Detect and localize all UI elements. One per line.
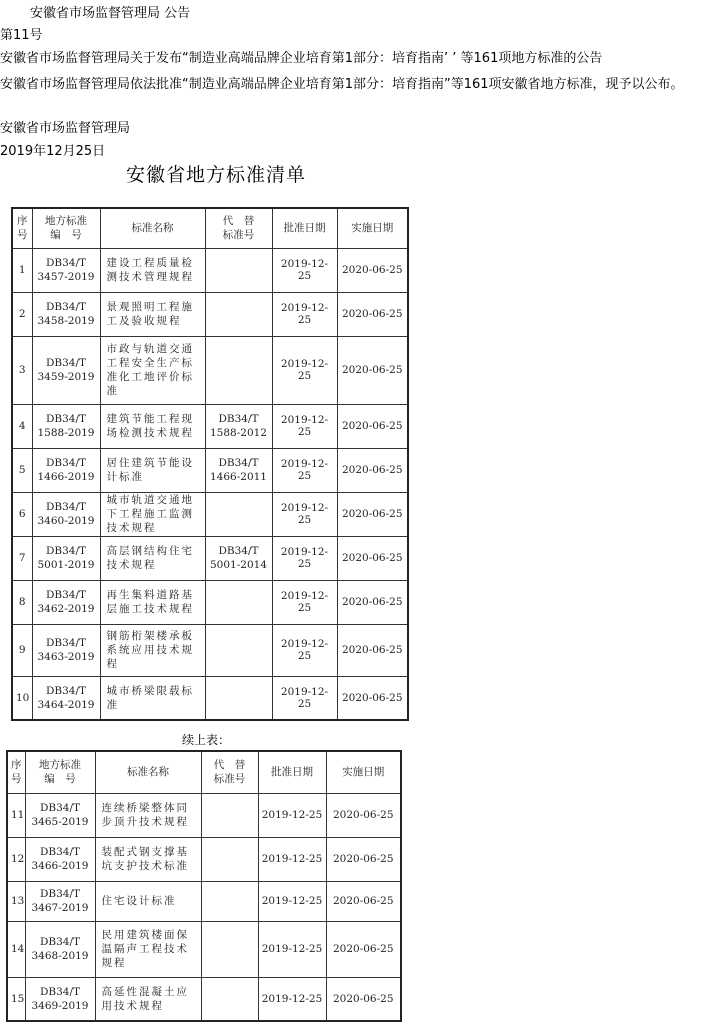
replace-cell bbox=[201, 921, 258, 977]
name-cell: 建设工程质量检 测技术管理规程 bbox=[100, 248, 205, 292]
seq-cell: 3 bbox=[12, 336, 32, 404]
seq-cell: 13 bbox=[7, 881, 25, 921]
replace-cell bbox=[205, 336, 272, 404]
table-header-row bbox=[12, 208, 408, 248]
code-cell: DB34/T 1466-2019 bbox=[32, 448, 100, 492]
approve-date-cell: 2019-12-25 bbox=[272, 292, 337, 336]
code-cell: DB34/T 3467-2019 bbox=[25, 881, 95, 921]
table-row bbox=[12, 624, 408, 676]
code-cell: DB34/T 3462-2019 bbox=[32, 580, 100, 624]
name-cell: 连续桥梁整体同 步顶升技术规程 bbox=[95, 793, 201, 837]
seq-cell: 12 bbox=[7, 837, 25, 881]
table-row bbox=[7, 977, 401, 1021]
table-row bbox=[12, 292, 408, 336]
col-approve-date: 批准日期 bbox=[258, 751, 326, 793]
notice-date: 2019年12月25日 bbox=[0, 144, 106, 159]
seq-cell: 2 bbox=[12, 292, 32, 336]
col-code: 地方标准 编 号 bbox=[32, 208, 100, 248]
effective-date-cell: 2020-06-25 bbox=[337, 536, 408, 580]
col-approve-date: 批准日期 bbox=[272, 208, 337, 248]
approve-date-cell: 2019-12-25 bbox=[258, 921, 326, 977]
table-row bbox=[12, 676, 408, 720]
table-header-row bbox=[7, 751, 401, 793]
effective-date-cell: 2020-06-25 bbox=[337, 676, 408, 720]
effective-date-cell: 2020-06-25 bbox=[326, 921, 401, 977]
seq-cell: 4 bbox=[12, 404, 32, 448]
notice-body: 安徽省市场监督管理局依法批准“制造业高端品牌企业培育第1部分：培育指南”等161项安徽省地方标准，现予以公布。 bbox=[0, 77, 684, 92]
name-cell: 居住建筑节能设 计标准 bbox=[100, 448, 205, 492]
replace-cell bbox=[201, 837, 258, 881]
approve-date-cell: 2019-12-25 bbox=[272, 492, 337, 536]
name-cell: 建筑节能工程现 场检测技术规程 bbox=[100, 404, 205, 448]
signature: 安徽省市场监督管理局 bbox=[0, 121, 131, 136]
approve-date-cell: 2019-12-25 bbox=[258, 881, 326, 921]
code-cell: DB34/T 3464-2019 bbox=[32, 676, 100, 720]
seq-cell: 9 bbox=[12, 624, 32, 676]
list-title: 安徽省地方标准清单 bbox=[126, 164, 307, 186]
table-row bbox=[12, 336, 408, 404]
replace-cell bbox=[205, 580, 272, 624]
seq-cell: 6 bbox=[12, 492, 32, 536]
effective-date-cell: 2020-06-25 bbox=[326, 793, 401, 837]
agency-title: 安徽省市场监督管理局 公告 bbox=[30, 6, 191, 21]
col-seq: 序 号 bbox=[12, 208, 32, 248]
col-name: 标准名称 bbox=[100, 208, 205, 248]
effective-date-cell: 2020-06-25 bbox=[337, 580, 408, 624]
replace-cell: DB34/T 1466-2011 bbox=[205, 448, 272, 492]
effective-date-cell: 2020-06-25 bbox=[337, 448, 408, 492]
table-row bbox=[12, 404, 408, 448]
replace-cell bbox=[205, 676, 272, 720]
name-cell: 再生集料道路基 层施工技术规程 bbox=[100, 580, 205, 624]
code-cell: DB34/T 3457-2019 bbox=[32, 248, 100, 292]
replace-cell: DB34/T 5001-2014 bbox=[205, 536, 272, 580]
notice-number: 第11号 bbox=[0, 28, 43, 43]
table-row bbox=[12, 248, 408, 292]
seq-cell: 10 bbox=[12, 676, 32, 720]
seq-cell: 7 bbox=[12, 536, 32, 580]
name-cell: 城市轨道交通地 下工程施工监测 技术规程 bbox=[100, 492, 205, 536]
approve-date-cell: 2019-12-25 bbox=[258, 837, 326, 881]
standards-table-continued bbox=[6, 750, 402, 1022]
standards-table bbox=[11, 207, 409, 721]
replace-cell bbox=[201, 881, 258, 921]
effective-date-cell: 2020-06-25 bbox=[337, 492, 408, 536]
approve-date-cell: 2019-12-25 bbox=[272, 248, 337, 292]
col-replace: 代 替 标准号 bbox=[205, 208, 272, 248]
effective-date-cell: 2020-06-25 bbox=[337, 336, 408, 404]
col-replace: 代 替 标准号 bbox=[201, 751, 258, 793]
seq-cell: 15 bbox=[7, 977, 25, 1021]
name-cell: 民用建筑楼面保 温隔声工程技术 规程 bbox=[95, 921, 201, 977]
notice-subject: 安徽省市场监督管理局关于发布“制造业高端品牌企业培育第1部分：培育指南’ ’ 等161项地方标准的公告 bbox=[0, 51, 603, 66]
approve-date-cell: 2019-12-25 bbox=[272, 404, 337, 448]
col-seq: 序 号 bbox=[7, 751, 25, 793]
seq-cell: 1 bbox=[12, 248, 32, 292]
code-cell: DB34/T 1588-2019 bbox=[32, 404, 100, 448]
table-row bbox=[12, 536, 408, 580]
approve-date-cell: 2019-12-25 bbox=[272, 448, 337, 492]
name-cell: 高延性混凝土应 用技术规程 bbox=[95, 977, 201, 1021]
continued-label: 续上表： bbox=[182, 733, 231, 747]
col-name: 标准名称 bbox=[95, 751, 201, 793]
effective-date-cell: 2020-06-25 bbox=[326, 881, 401, 921]
seq-cell: 5 bbox=[12, 448, 32, 492]
replace-cell bbox=[205, 492, 272, 536]
name-cell: 钢筋桁架楼承板 系统应用技术规 程 bbox=[100, 624, 205, 676]
approve-date-cell: 2019-12-25 bbox=[272, 676, 337, 720]
name-cell: 城市桥梁限载标准 bbox=[100, 676, 205, 720]
seq-cell: 8 bbox=[12, 580, 32, 624]
approve-date-cell: 2019-12-25 bbox=[272, 624, 337, 676]
col-code: 地方标准 编 号 bbox=[25, 751, 95, 793]
replace-cell bbox=[205, 624, 272, 676]
code-cell: DB34/T 3458-2019 bbox=[32, 292, 100, 336]
replace-cell bbox=[201, 793, 258, 837]
code-cell: DB34/T 3468-2019 bbox=[25, 921, 95, 977]
name-cell: 装配式钢支撑基 坑支护技术标准 bbox=[95, 837, 201, 881]
replace-cell bbox=[205, 292, 272, 336]
col-effective-date: 实施日期 bbox=[337, 208, 408, 248]
table-row bbox=[7, 837, 401, 881]
effective-date-cell: 2020-06-25 bbox=[337, 292, 408, 336]
table-row bbox=[7, 921, 401, 977]
seq-cell: 11 bbox=[7, 793, 25, 837]
effective-date-cell: 2020-06-25 bbox=[337, 624, 408, 676]
code-cell: DB34/T 3469-2019 bbox=[25, 977, 95, 1021]
approve-date-cell: 2019-12-25 bbox=[272, 536, 337, 580]
approve-date-cell: 2019-12-25 bbox=[258, 977, 326, 1021]
code-cell: DB34/T 3463-2019 bbox=[32, 624, 100, 676]
code-cell: DB34/T 3466-2019 bbox=[25, 837, 95, 881]
table-row bbox=[7, 793, 401, 837]
seq-cell: 14 bbox=[7, 921, 25, 977]
code-cell: DB34/T 5001-2019 bbox=[32, 536, 100, 580]
name-cell: 高层钢结构住宅 技术规程 bbox=[100, 536, 205, 580]
code-cell: DB34/T 3460-2019 bbox=[32, 492, 100, 536]
effective-date-cell: 2020-06-25 bbox=[337, 248, 408, 292]
approve-date-cell: 2019-12-25 bbox=[258, 793, 326, 837]
replace-cell: DB34/T 1588-2012 bbox=[205, 404, 272, 448]
effective-date-cell: 2020-06-25 bbox=[326, 837, 401, 881]
table-row bbox=[12, 448, 408, 492]
code-cell: DB34/T 3465-2019 bbox=[25, 793, 95, 837]
replace-cell bbox=[205, 248, 272, 292]
name-cell: 市政与轨道交通 工程安全生产标 准化工地评价标 准 bbox=[100, 336, 205, 404]
effective-date-cell: 2020-06-25 bbox=[337, 404, 408, 448]
col-effective-date: 实施日期 bbox=[326, 751, 401, 793]
table-row bbox=[12, 492, 408, 536]
table-row bbox=[7, 881, 401, 921]
code-cell: DB34/T 3459-2019 bbox=[32, 336, 100, 404]
name-cell: 景观照明工程施 工及验收规程 bbox=[100, 292, 205, 336]
approve-date-cell: 2019-12-25 bbox=[272, 580, 337, 624]
replace-cell bbox=[201, 977, 258, 1021]
approve-date-cell: 2019-12-25 bbox=[272, 336, 337, 404]
effective-date-cell: 2020-06-25 bbox=[326, 977, 401, 1021]
table-row bbox=[12, 580, 408, 624]
name-cell: 住宅设计标准 bbox=[95, 881, 201, 921]
